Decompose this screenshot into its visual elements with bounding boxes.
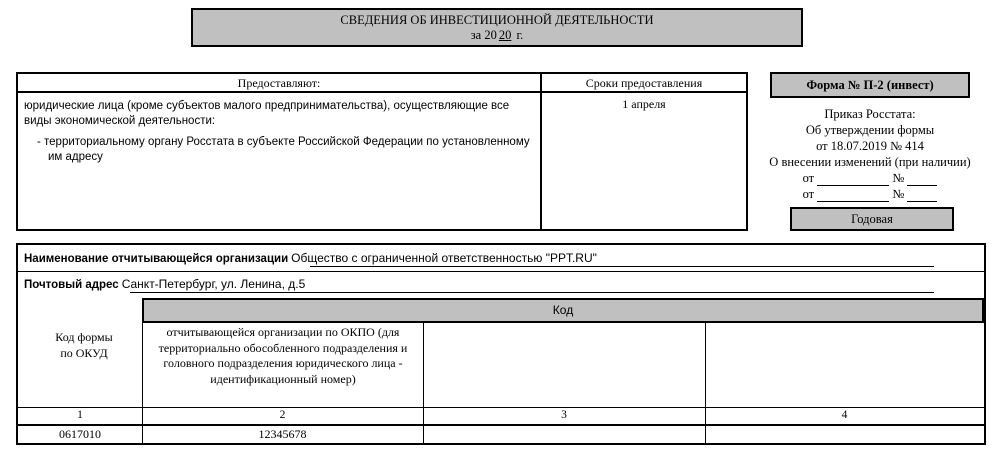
- provision-bullet: - территориальному органу Росстата в субъекте Российской Федерации по установленному им адресу: [37, 136, 530, 163]
- report-title-box: [191, 8, 803, 47]
- change-date-row-2: от №: [745, 186, 995, 202]
- order-line-1: Приказ Росстата:: [824, 107, 916, 121]
- year-suffix: г.: [516, 28, 524, 42]
- report-title: СВЕДЕНИЯ ОБ ИНВЕСТИЦИОННОЙ ДЕЯТЕЛЬНОСТИ: [340, 13, 654, 27]
- provision-header-who: Предоставляют:: [18, 74, 542, 93]
- order-line-3: от 18.07.2019 № 414: [816, 139, 924, 153]
- provision-deadline: 1 апреля: [622, 97, 666, 111]
- change-date-field-1[interactable]: [817, 173, 889, 186]
- org-address-value: Санкт-Петербург, ул. Ленина, д.5: [121, 277, 306, 291]
- change-number-field-1[interactable]: [907, 173, 937, 186]
- code-col4-value[interactable]: [705, 427, 984, 441]
- col-number-4: 4: [841, 409, 848, 421]
- organization-table: [16, 243, 986, 445]
- code-col3-value[interactable]: [423, 427, 705, 441]
- report-year: [193, 28, 801, 43]
- col-number-3: 3: [561, 409, 567, 421]
- org-name-row: [24, 251, 934, 267]
- year-prefix: за 20: [470, 28, 497, 42]
- col-number-1: 1: [77, 409, 83, 421]
- code-header: Код: [142, 298, 984, 323]
- org-address-underline: [130, 292, 934, 293]
- change-number-field-2[interactable]: [907, 189, 937, 202]
- divider: [18, 407, 984, 408]
- col-header-okpo: отчитывающейся организации по ОКПО (для территориально обособленного подразделения и головного подразделения юридического лица - идентификационный номер): [158, 325, 408, 386]
- divider: [18, 424, 984, 426]
- org-name-value: Общество с ограниченной ответственностью "PPT.RU": [291, 251, 597, 265]
- provision-table: [16, 72, 748, 231]
- provision-who-cell: [18, 93, 542, 229]
- change-date-field-2[interactable]: [817, 189, 889, 202]
- order-line-4: О внесении изменений (при наличии): [769, 155, 971, 169]
- change-date-row-1: от №: [745, 170, 995, 186]
- okpo-code-value[interactable]: 12345678: [258, 427, 307, 441]
- col-header-okud: Код формы по ОКУД: [55, 330, 113, 360]
- okud-code-value[interactable]: 0617010: [59, 427, 101, 441]
- order-block: [745, 106, 995, 202]
- org-name-underline: [310, 266, 934, 267]
- form-number-box: Форма № П-2 (инвест): [770, 72, 970, 98]
- provision-who-text: юридические лица (кроме субъектов малого предпринимательства), осуществляющие все виды экономической деятельности:: [24, 100, 510, 127]
- provision-header-deadline: Сроки предоставления: [542, 74, 746, 93]
- year-value: 20: [498, 28, 512, 42]
- period-box: Годовая: [790, 207, 954, 231]
- org-name-label: Наименование отчитывающейся организации: [24, 253, 289, 265]
- org-address-label: Почтовый адрес: [24, 279, 119, 291]
- col-number-2: 2: [279, 409, 286, 421]
- order-line-2: Об утверждении формы: [805, 123, 935, 137]
- divider: [18, 271, 984, 272]
- org-address-row: [24, 277, 934, 293]
